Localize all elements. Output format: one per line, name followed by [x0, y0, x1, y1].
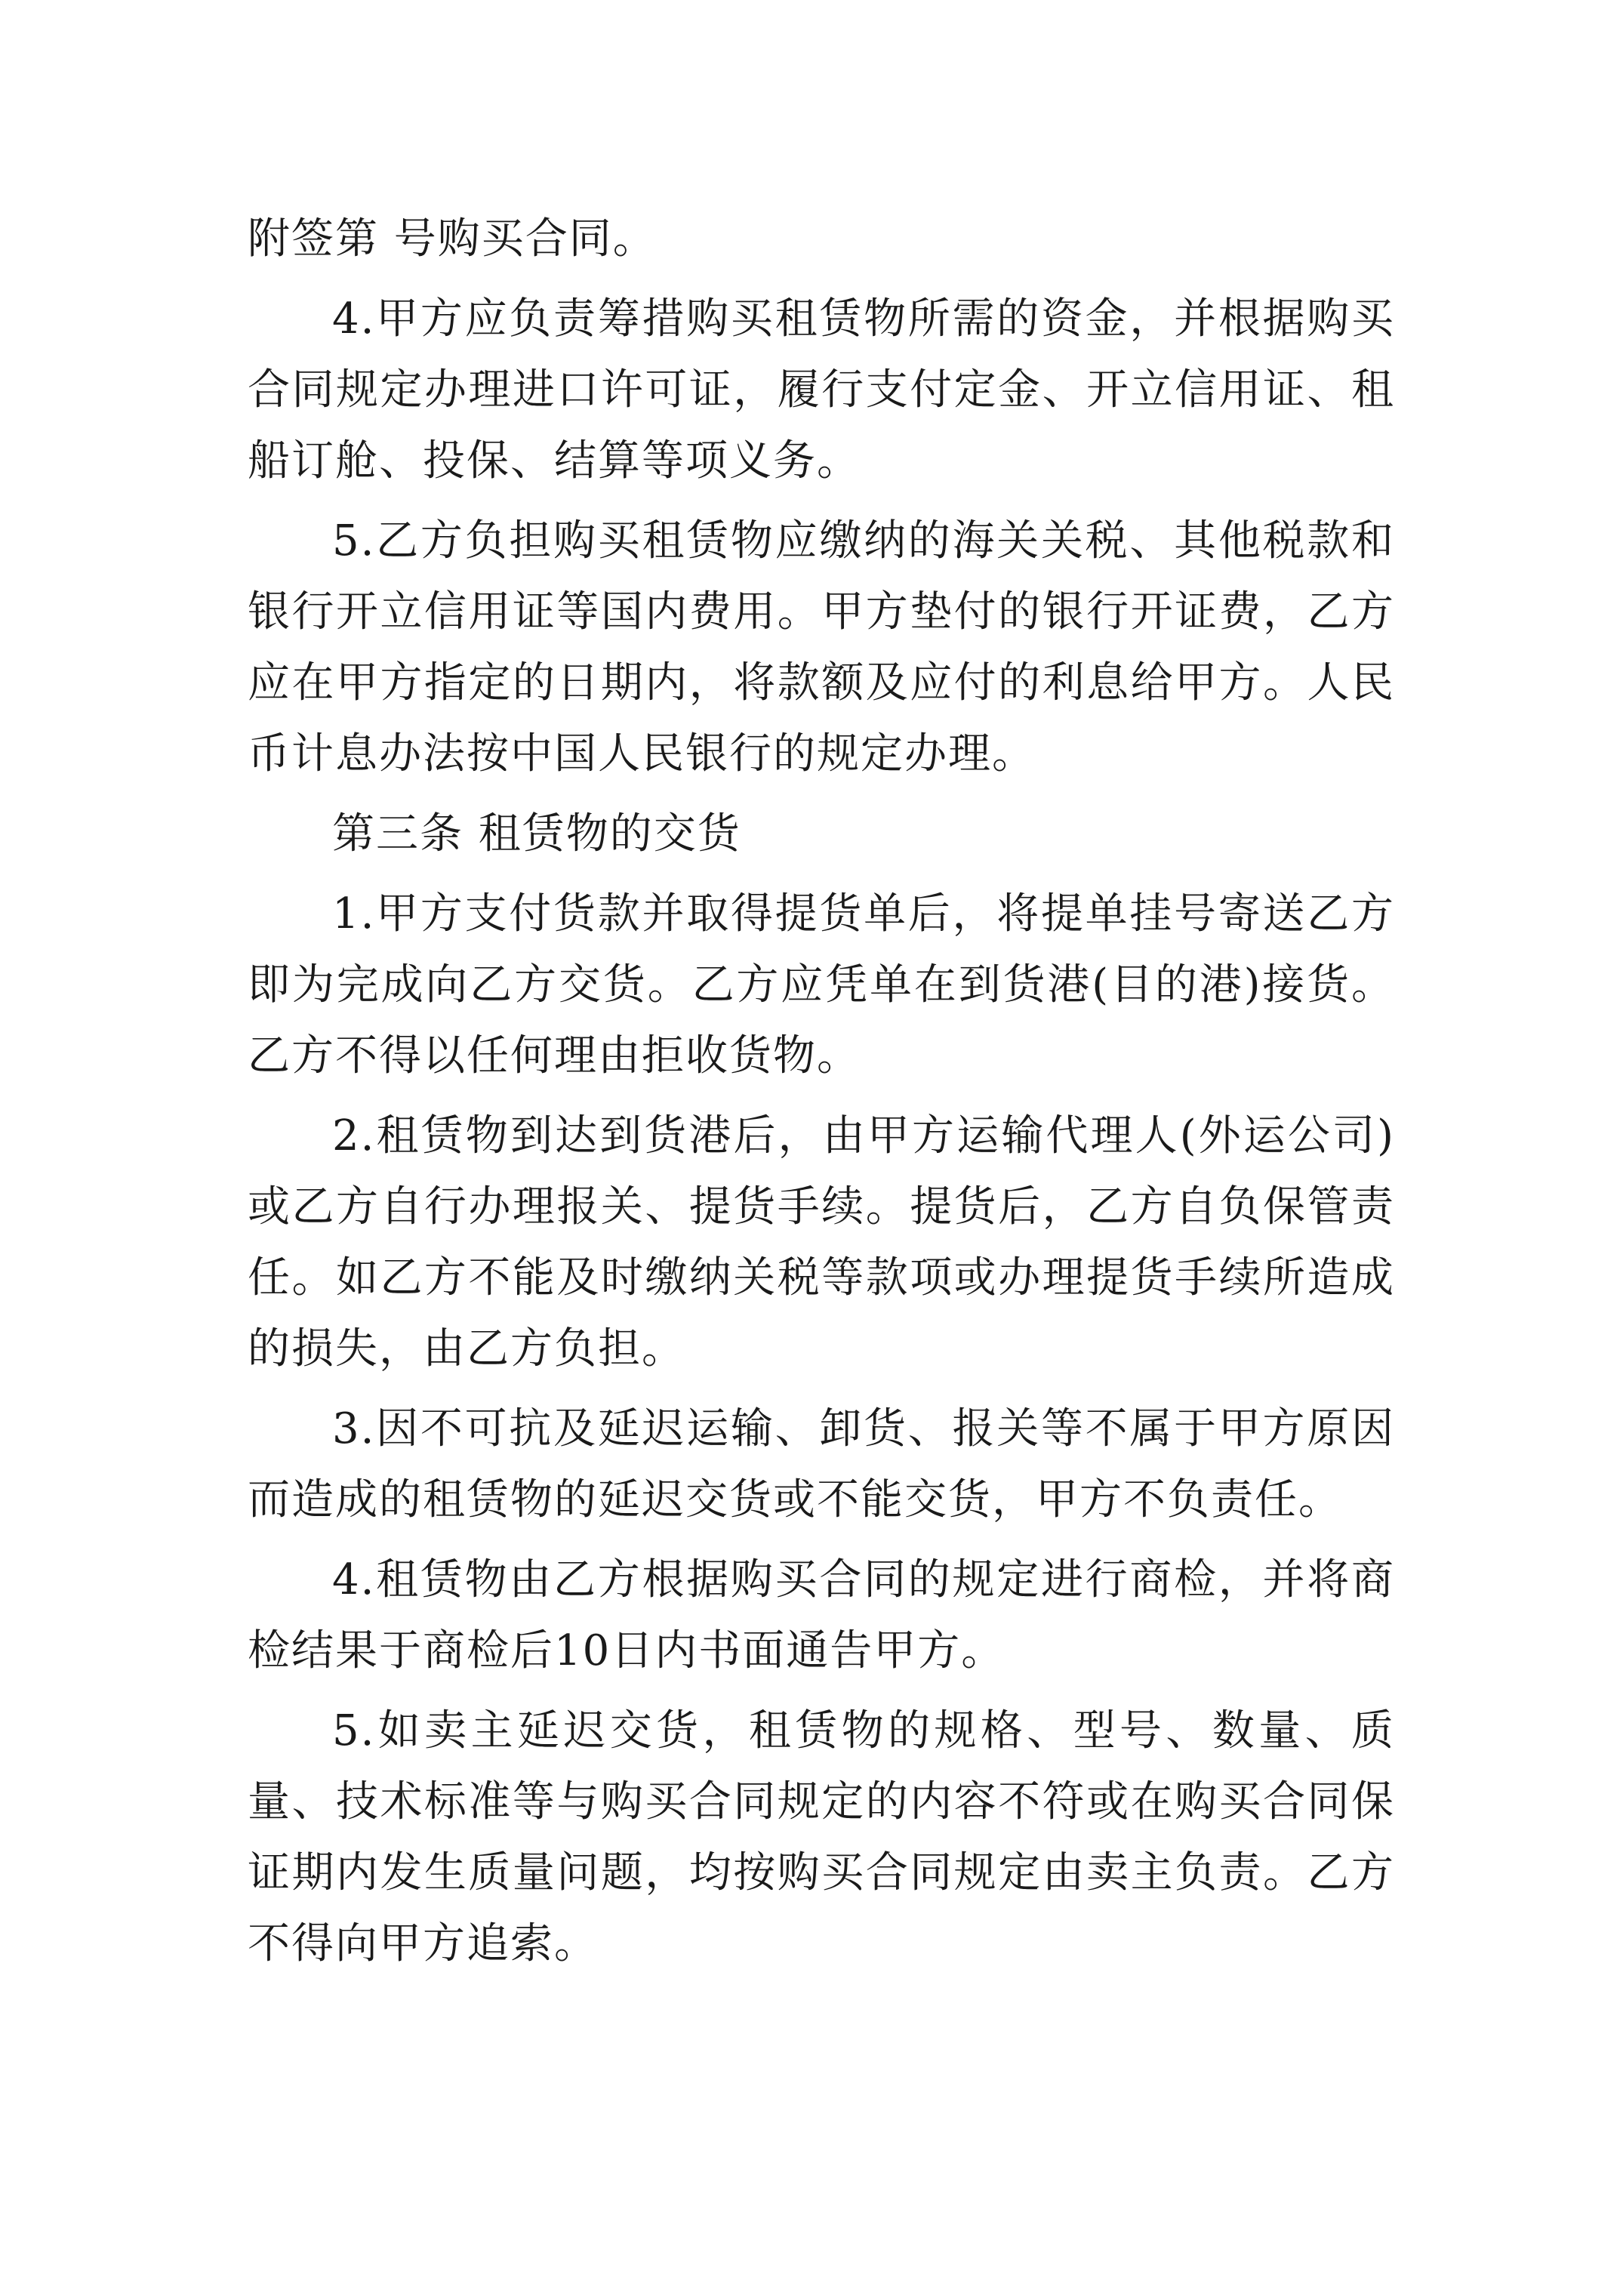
paragraph-clause-3-item-5: 5.如卖主延迟交货，租赁物的规格、型号、数量、质量、技术标准等与购买合同规定的内容不符或在购买合同保证期内发生质量问题，均按购买合同规定由卖主负责。乙方不得向甲方追索。 — [248, 1706, 1395, 1968]
document-body — [248, 204, 1395, 1989]
paragraph-clause-3-item-1: 1.甲方支付货款并取得提货单后，将提单挂号寄送乙方即为完成向乙方交货。乙方应凭单在到货港(目的港)接货。乙方不得以任何理由拒收货物。 — [248, 889, 1395, 1080]
paragraph-clause-3-item-2: 2.租赁物到达到货港后，由甲方运输代理人(外运公司)或乙方自行办理报关、提货手续。提货后，乙方自负保管责任。如乙方不能及时缴纳关税等款项或办理提货手续所造成的损失，由乙方负担。 — [248, 1111, 1395, 1373]
section-heading-article-3: 第三条 租赁物的交货 — [332, 809, 741, 858]
paragraph-clause-2-item-4: 4.甲方应负责筹措购买租赁物所需的资金，并根据购买合同规定办理进口许可证，履行支付定金、开立信用证、租船订舱、投保、结算等项义务。 — [248, 294, 1395, 485]
paragraph-clause-2-item-5: 5.乙方负担购买租赁物应缴纳的海关关税、其他税款和银行开立信用证等国内费用。甲方垫付的银行开证费，乙方应在甲方指定的日期内，将款额及应付的利息给甲方。人民币计息办法按中国人民银行的规定办理。 — [248, 516, 1395, 778]
paragraph-clause-3-item-4: 4.租赁物由乙方根据购买合同的规定进行商检，并将商检结果于商检后10日内书面通告甲方。 — [248, 1555, 1395, 1675]
paragraph-continuation: 附签第 号购买合同。 — [248, 214, 657, 264]
paragraph-clause-3-item-3: 3.因不可抗及延迟运输、卸货、报关等不属于甲方原因而造成的租赁物的延迟交货或不能交货，甲方不负责任。 — [248, 1404, 1395, 1524]
